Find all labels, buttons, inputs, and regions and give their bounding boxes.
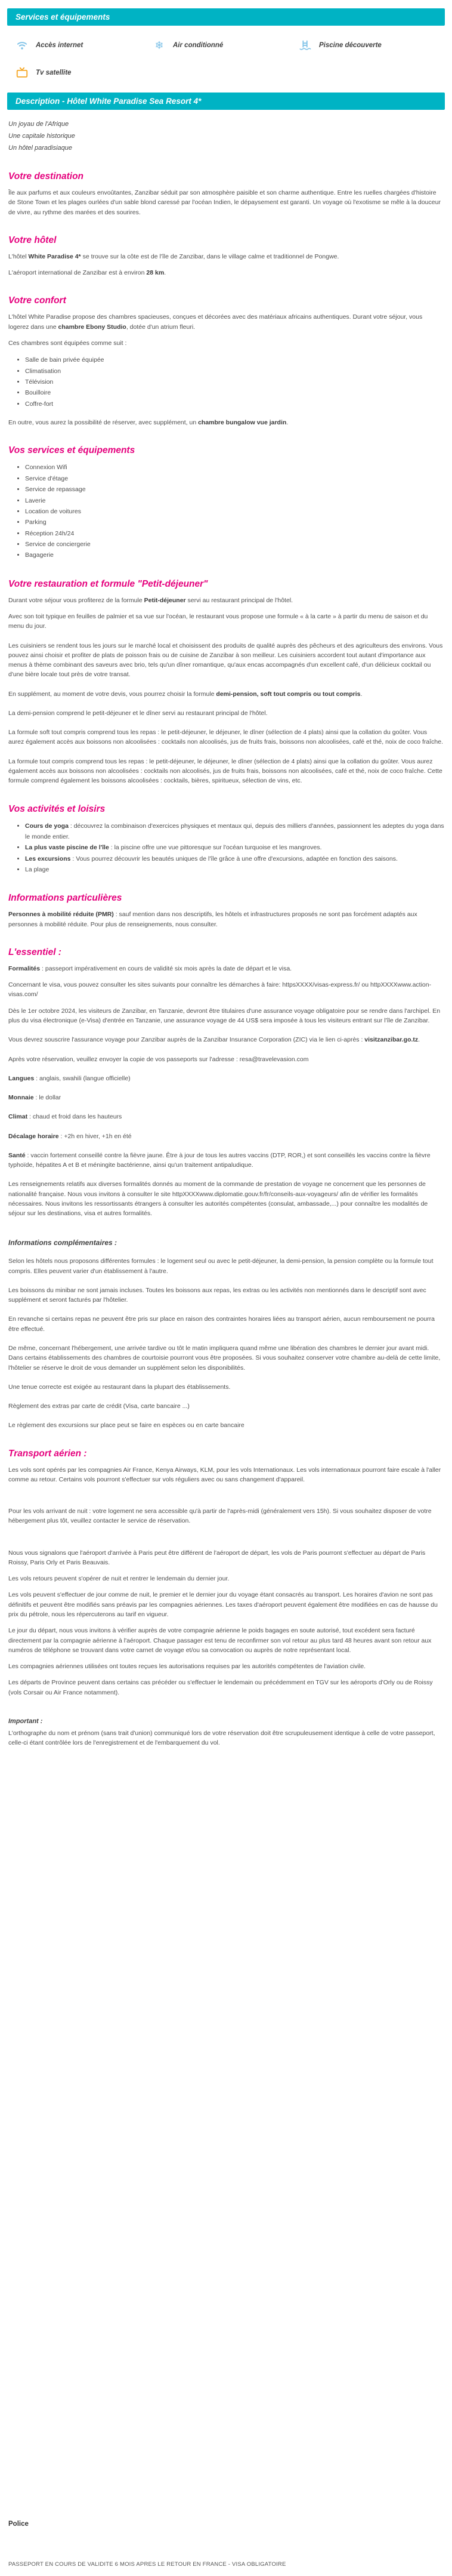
restauration-paragraph: En supplément, au moment de votre devis, vous pourrez choisir la formule demi-pension, soft tout compris ou tout compris. bbox=[8, 690, 363, 698]
essentiel-formalites: Formalités : passeport impérativement en cours de validité six mois après la date de départ et le visa. bbox=[8, 965, 292, 972]
description-banner: Description - Hôtel White Paradise Sea Resort 4* bbox=[7, 93, 445, 110]
amenity-label: Piscine découverte bbox=[319, 42, 382, 49]
confort-paragraph: Ces chambres sont équipées comme suit : bbox=[8, 340, 127, 347]
intro-line: Un joyau de l'Afrique bbox=[8, 121, 69, 128]
infos-comp-paragraph: De même, concernant l'hébergement, une arrivée tardive ou tôt le matin impliquera quand même une libération des chambres le dernier jour avant midi. Dans certains établissements des chambres de courtoisie pourront vous être proposées. Si vous souhaitez conserver votre chambre au-delà de cette limite, l'hôtelier se réserve le droit de vous demander un supplément selon les disponibilités. bbox=[8, 1345, 441, 1372]
restauration-paragraph: La formule soft tout compris comprend tous les repas : le petit-déjeuner, le déjeuner, le dîner (sélection de 4 plats) ainsi que la collation du goûter. Vous aurez également accès aux boissons non alcoolisées : cocktails non alcoolisés, jus de fruits frais, boissons non alcoolisées, café et thé, noix de coco fraîche. bbox=[8, 729, 443, 746]
intro-line: Une capitale historique bbox=[8, 133, 75, 140]
amenity-pool bbox=[299, 39, 436, 52]
transport-paragraph: Les vols peuvent s'effectuer de jour comme de nuit, le premier et le dernier jour du voyage étant consacrés au transport. Les horaires d'avion ne sont pas définitifs et peuvent être modifiés sans préavis par les compagnies aériennes. Les taxes d'aéroport peuvent également être modifiées en cas de hausse du prix du pétrole, nous les répercuterons au tarif en vigueur. bbox=[8, 1591, 438, 1618]
infos-comp-paragraph: Le règlement des excursions sur place peut se faire en espèces ou en carte bancaire bbox=[8, 1422, 244, 1429]
restauration-paragraph: La demi-pension comprend le petit-déjeuner et le dîner servi au restaurant principal de l'hôtel. bbox=[8, 709, 268, 717]
list-item: • Coffre-fort bbox=[25, 399, 445, 409]
list-item: • Connexion Wifi bbox=[25, 462, 445, 473]
pool-icon bbox=[299, 39, 312, 52]
essentiel-assurance-lien: Vous devrez souscrire l'assurance voyage pour Zanzibar auprès de la Zanzibar Insurance Corporation (ZIC) via le lien ci-après : visitzanzibar.go.tz. bbox=[8, 1036, 420, 1044]
hotel-paragraph: L'aéroport international de Zanzibar est à environ 28 km. bbox=[8, 269, 166, 277]
amenity-internet bbox=[16, 39, 153, 52]
footer bbox=[7, 2520, 445, 2568]
restauration-paragraph: Durant votre séjour vous profiterez de la formule Petit-déjeuner servi au restaurant principal de l'hôtel. bbox=[8, 596, 293, 604]
section-title-confort: Votre confort bbox=[8, 295, 66, 306]
list-item: • La plus vaste piscine de l'île : la piscine offre une vue pittoresque sur l'océan turquoise et les mangroves. bbox=[25, 842, 445, 853]
snowflake-icon: ❄ bbox=[154, 39, 164, 51]
amenity-air-conditioning bbox=[153, 39, 299, 52]
transport-paragraph: Les départs de Province peuvent dans certains cas précéder ou s'effectuer le lendemain ou précédemment en TGV sur les aéroports d'Orly ou de Roissy (vols Corsair ou Air France notamment). bbox=[8, 1679, 433, 1696]
list-item: • La plage bbox=[25, 864, 445, 875]
infos-comp-paragraph: Selon les hôtels nous proposons différentes formules : le logement seul ou avec le petit-déjeuner, la demi-pension, la pension complète ou la formule tout compris. Elles peuvent varier d'un établissement à l'autre. bbox=[8, 1258, 434, 1275]
list-item: • Climatisation bbox=[25, 366, 445, 377]
restauration-paragraph: Les cuisiniers se rendent tous les jours sur le marché local et choisissent des produits de qualité auprès des pêcheurs et des agriculteurs des environs. Vous pouvez ainsi choisir et profiter de plats de poisson frais ou de cuisine de Zanzibar à son meilleur. Les cuisiniers accordent tout autant d'importance aux menus à thème combinant des saveurs avec brio, tels qu'un dîner romantique, qu'aux encas accompagnés d'un excellent café, d'un délicieux cocktail ou d'une bière locale tout près de votre transat. bbox=[8, 642, 443, 679]
essentiel-passeports-email: Après votre réservation, veuillez envoyer la copie de vos passeports sur l'adresse : resa@travelevasion.com bbox=[8, 1055, 309, 1063]
essentiel-renseignements: Les renseignements relatifs aux diverses formalités donnés au moment de la commande de prestation de voyage ne concernent que les personnes de nationalité française. Nous vous invitons à consulter le site httpXXXXwww.diplomatie.gouv.fr/fr/conseils-aux-voyageurs/ afin de vérifier les formalités nécessaires. Nous invitons les ressortissants étrangers à consulter les autorités compétentes (consulat, ambassade,...) pour connaître les modalités de séjour sur les destinations, visa et autres formalités. bbox=[8, 1181, 428, 1218]
amenities-grid bbox=[7, 35, 445, 89]
infos-comp-paragraph: Les boissons du minibar ne sont jamais incluses. Toutes les boissons aux repas, les extras ou les activités non mentionnés dans le descriptif sont avec supplément et seront facturés par l'hôtelier. bbox=[8, 1286, 426, 1304]
wifi-icon bbox=[16, 39, 29, 52]
list-item: • Laverie bbox=[25, 495, 445, 506]
section-title-hotel: Votre hôtel bbox=[8, 235, 57, 245]
confort-paragraph: L'hôtel White Paradise propose des chambres spacieuses, conçues et décorées avec des matériaux africains authentiques. Durant votre séjour, vous logerez dans une chambre Ebony Studio, dotée d'un atrium fleuri. bbox=[8, 313, 423, 331]
confort-paragraph: En outre, vous aurez la possibilité de réserver, avec supplément, un chambre bungalow vue jardin. bbox=[8, 419, 289, 427]
destination-paragraph: Île aux parfums et aux couleurs envoûtantes, Zanzibar séduit par son atmosphère paisible et son charme authentique. Entre les ruelles chargées d'histoire de Stone Town et les plages ourlées d'un sable blond caressé par l'océan Indien, le dépaysement est garanti. Un voyage où l'exotisme se mêle à la douceur de vivre, au rythme des marées et des sourires. bbox=[8, 189, 441, 216]
list-item: • Location de voitures bbox=[25, 506, 445, 517]
infos-comp-paragraph: Une tenue correcte est exigée au restaurant dans la plupart des établissements. bbox=[8, 1383, 231, 1391]
amenity-label: Tv satellite bbox=[36, 69, 72, 76]
list-item: • Parking bbox=[25, 517, 445, 528]
essentiel-assurance-info: Dès le 1er octobre 2024, les visiteurs de Zanzibar, en Tanzanie, devront être titulaires d'une assurance voyage obligatoire pour se rendre dans l'archipel. En plus du visa électronique (e-Visa) d'entrée en Tanzanie, une assurance voyage de 44 US$ sera imposée à tous les visiteurs entrant sur l'île de Zanzibar. bbox=[8, 1007, 441, 1024]
infos-comp-paragraph: Règlement des extras par carte de crédit (Visa, carte bancaire ...) bbox=[8, 1403, 190, 1410]
section-title-infos-particulieres: Informations particulières bbox=[8, 893, 122, 904]
list-item: • Service de repassage bbox=[25, 484, 445, 495]
important-paragraph: L'orthographe du nom et prénom (sans trait d'union) communiqué lors de votre réservation doit être scrupuleusement identique à celle de votre passeport, celle-ci étant contrôlée lors de l'enregistrement et de l'embarquement du vol. bbox=[8, 1729, 435, 1747]
list-item: • Service de conciergerie bbox=[25, 539, 445, 550]
list-item: • Service d'étage bbox=[25, 473, 445, 484]
section-title-services: Vos services et équipements bbox=[8, 445, 135, 456]
list-item: • Les excursions : Vous pourrez découvrir les beautés uniques de l'île grâce à une offre d'excursions, adaptée en fonction des saisons. bbox=[25, 853, 445, 864]
restauration-paragraph: La formule tout compris comprend tous les repas : le petit-déjeuner, le déjeuner, le dîner (sélection de 4 plats) ainsi que la collation du goûter. Vous aurez également accès aux boissons non alcoolisées : cocktails non alcoolisés, jus de fruits frais, boissons non alcoolisées, café et thé, noix de coco fraîche. Cette formule comprend également les boissons alcoolisées : cocktails, bières, spiritueux, sélection de vins, etc. bbox=[8, 757, 442, 785]
essentiel-monnaie: Monnaie : le dollar bbox=[8, 1094, 61, 1102]
transport-paragraph: Les vols retours peuvent s'opérer de nuit et rentrer le lendemain du dernier jour. bbox=[8, 1575, 230, 1583]
infos-particulieres-paragraph: Personnes à mobilité réduite (PMR) : sauf mention dans nos descriptifs, les hôtels et infrastructures proposés ne sont pas forcément adaptés aux personnes à mobilité réduite. Pour plus de renseignements, nous consulter. bbox=[8, 911, 417, 928]
essentiel-decalage: Décalage horaire : +2h en hiver, +1h en été bbox=[8, 1132, 132, 1140]
essentiel-sante: Santé : vaccin fortement conseillé contre la fièvre jaune. Être à jour de tous les autres vaccins (DTP, ROR,) et sont conseillés les vaccins contre la fièvre typhoïde, hépatites A et B et méningite bactérienne, ainsi qu'un traitement antipaludique. bbox=[8, 1151, 431, 1169]
transport-paragraph: Nous vous signalons que l'aéroport d'arrivée à Paris peut être différent de l'aéroport de départ, les vols de Paris pourront s'effectuer au départ de Paris Roissy, Paris Orly et Paris Beauvais. bbox=[8, 1549, 426, 1566]
hotel-paragraph: L'hôtel White Paradise 4* se trouve sur la côte est de l'île de Zanzibar, dans le village calme et traditionnel de Pongwe. bbox=[8, 252, 339, 260]
transport-paragraph: Pour les vols arrivant de nuit : votre logement ne sera accessible qu'à partir de l'après-midi (généralement vers 15h). Si vous souhaitez disposer de votre hébergement plus tôt, veuillez contacter le service de réservation. bbox=[8, 1508, 432, 1525]
police-label: Police bbox=[8, 2520, 29, 2528]
spacer bbox=[7, 1533, 445, 1548]
section-title-restauration: Votre restauration et formule "Petit-déjeuner" bbox=[8, 578, 208, 589]
list-item: • Télévision bbox=[25, 377, 445, 387]
list-item: • Bouilloire bbox=[25, 387, 445, 398]
amenity-label: Air conditionné bbox=[173, 42, 224, 49]
section-title-activites: Vos activités et loisirs bbox=[8, 803, 106, 814]
transport-paragraph: Les compagnies aériennes utilisées ont toutes reçues les autorisations requises par les autorités compétentes de l'aviation civile. bbox=[8, 1663, 366, 1671]
activites-list bbox=[25, 821, 445, 876]
essentiel-langues: Langues : anglais, swahili (langue officielle) bbox=[8, 1074, 131, 1082]
transport-paragraph: Les vols sont opérés par les compagnies Air France, Kenya Airways, KLM, pour les vols Internationaux. Les vols internationaux pourront faire escale à l'aller comme au retour. Certains vols pourront s'effectuer sur vols réguliers avec ou sans changement d'appareil. bbox=[8, 1466, 441, 1483]
section-title-transport: Transport aérien : bbox=[8, 1448, 87, 1459]
list-item: • Réception 24h/24 bbox=[25, 528, 445, 539]
services-list bbox=[25, 462, 445, 560]
important-label: Important : bbox=[8, 1717, 43, 1725]
intro-block bbox=[8, 119, 444, 153]
confort-equipment-list bbox=[25, 355, 445, 409]
amenity-tv bbox=[16, 66, 153, 79]
essentiel-climat: Climat : chaud et froid dans les hauteurs bbox=[8, 1113, 122, 1121]
amenity-label: Accès internet bbox=[36, 42, 83, 49]
services-banner: Services et équipements bbox=[7, 8, 445, 26]
restauration-paragraph: Avec son toit typique en feuilles de palmier et sa vue sur l'océan, le restaurant vous propose une formule « à la carte » à partir du menu de saison et du menu du jour. bbox=[8, 613, 428, 630]
list-item: • Bagagerie bbox=[25, 550, 445, 560]
list-item: • Cours de yoga : découvrez la combinaison d'exercices physiques et mentaux qui, depuis des milliers d'années, passionnent les adeptes du yoga dans le monde entier. bbox=[25, 821, 445, 843]
transport-paragraph: Le jour du départ, nous vous invitons à vérifier auprès de votre compagnie aérienne le poids bagages en soute autorisé, tout excédent sera facturé directement par la compagnie aérienne à l'aéroport. Chaque passager est tenu de reconfirmer son vol retour au plus tard 48 heures avant son retour aux numéros de téléphone se trouvant dans votre carnet de voyage et/ou sa convocation ou auprès de notre représentant local. bbox=[8, 1627, 432, 1654]
infos-comp-paragraph: En revanche si certains repas ne peuvent être pris sur place en raison des contraintes horaires liées au transport aérien, aucun remboursement ne pourra être effectué. bbox=[8, 1315, 435, 1333]
section-title-infos-complementaires: Informations complémentaires : bbox=[8, 1238, 117, 1247]
essentiel-visa-info: Concernant le visa, vous pouvez consulter les sites suivants pour connaître les démarches à faire: httpsXXXX/visas-express.fr/ ou httpXXXXwww.action-visas.com/ bbox=[8, 981, 432, 999]
passport-note: PASSEPORT EN COURS DE VALIDITE 6 MOIS APRES LE RETOUR EN FRANCE - VISA OBLIGATOIRE bbox=[8, 2561, 286, 2568]
section-title-essentiel: L'essentiel : bbox=[8, 947, 61, 957]
spacer bbox=[7, 1491, 445, 1506]
section-title-destination: Votre destination bbox=[8, 171, 84, 182]
tv-icon bbox=[16, 66, 29, 79]
intro-line: Un hôtel paradisiaque bbox=[8, 144, 73, 152]
list-item: • Salle de bain privée équipée bbox=[25, 355, 445, 365]
